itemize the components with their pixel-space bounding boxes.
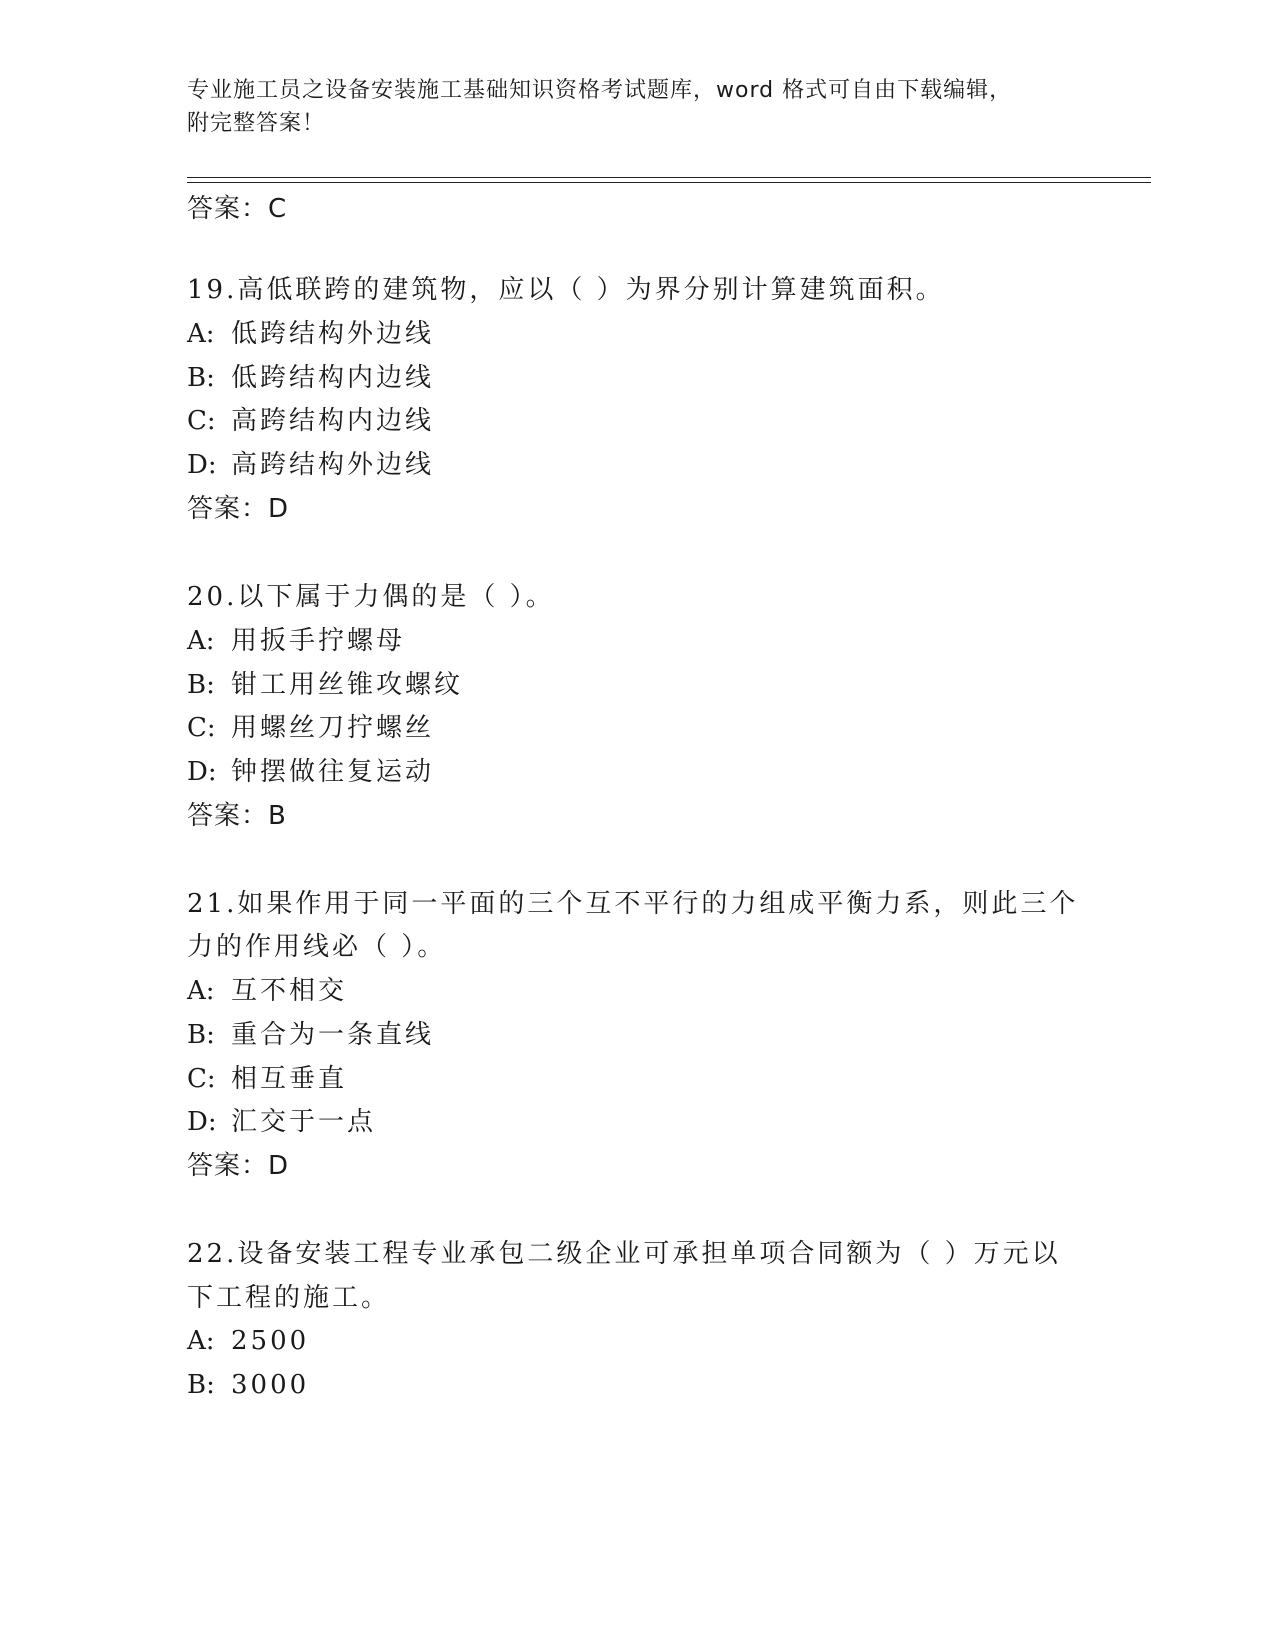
option-letter: C: (187, 713, 216, 743)
option-letter: D: (187, 450, 217, 480)
question-20-option-b (187, 667, 463, 703)
option-text: 高跨结构外边线 (231, 450, 435, 480)
option-letter: B: (187, 363, 215, 393)
option-text: 3000 (231, 1370, 310, 1400)
option-text: 2500 (231, 1326, 310, 1356)
question-21-option-d (187, 1104, 376, 1140)
question-21-option-a (187, 973, 347, 1009)
question-19-option-d (187, 447, 434, 483)
question-19-answer: 答案：D (187, 494, 290, 524)
option-text: 用螺丝刀拧螺丝 (231, 713, 435, 743)
option-letter: B: (187, 1370, 215, 1400)
option-letter: A: (187, 626, 215, 656)
document-header (187, 74, 1067, 140)
question-22-stem-line-1: 22.设备安装工程专业承包二级企业可承担单项合同额为（ ）万元以 (187, 1239, 1061, 1269)
option-text: 相互垂直 (231, 1064, 348, 1094)
question-19-option-a (187, 316, 434, 352)
option-letter: A: (187, 319, 215, 349)
header-divider-top (187, 177, 1151, 178)
option-letter: D: (187, 1107, 217, 1137)
option-letter: A: (187, 1326, 215, 1356)
option-letter: B: (187, 1020, 215, 1050)
question-21-answer: 答案：D (187, 1151, 290, 1181)
question-19-stem: 19.高低联跨的建筑物，应以（ ）为界分别计算建筑面积。 (187, 275, 945, 305)
question-21-option-b (187, 1017, 434, 1053)
option-text: 低跨结构内边线 (231, 363, 435, 393)
option-text: 重合为一条直线 (231, 1020, 435, 1050)
question-22-option-b (187, 1367, 309, 1403)
option-letter: C: (187, 406, 216, 436)
option-text: 用扳手拧螺母 (231, 626, 406, 656)
header-line-2: 附完整答案！ (187, 111, 326, 136)
option-text: 钟摆做往复运动 (231, 757, 435, 787)
option-letter: B: (187, 670, 215, 700)
question-20-answer: 答案：B (187, 801, 287, 831)
header-line-1: 专业施工员之设备安装施工基础知识资格考试题库，word 格式可自由下载编辑， (187, 78, 1013, 103)
option-text: 低跨结构外边线 (231, 319, 435, 349)
option-letter: D: (187, 757, 217, 787)
question-20-stem: 20.以下属于力偶的是（ ）。 (187, 582, 555, 612)
question-22-option-a (187, 1323, 309, 1359)
header-divider-bottom (187, 182, 1151, 183)
question-20-option-c (187, 710, 434, 746)
option-text: 高跨结构内边线 (231, 406, 435, 436)
question-21-stem-line-2: 力的作用线必（ ）。 (187, 932, 447, 962)
option-text: 汇交于一点 (231, 1107, 377, 1137)
question-21-stem-line-1: 21.如果作用于同一平面的三个互不平行的力组成平衡力系，则此三个 (187, 889, 1079, 919)
option-letter: C: (187, 1064, 216, 1094)
option-letter: A: (187, 976, 215, 1006)
question-20-option-a (187, 623, 405, 659)
option-text: 钳工用丝锥攻螺纹 (231, 670, 464, 700)
question-20-option-d (187, 754, 434, 790)
question-22-stem-line-2: 下工程的施工。 (187, 1283, 391, 1313)
option-text: 互不相交 (231, 976, 348, 1006)
question-19-option-c (187, 403, 434, 439)
question-21-option-c (187, 1061, 347, 1097)
question-19-option-b (187, 360, 434, 396)
previous-answer: 答案：C (187, 194, 288, 224)
